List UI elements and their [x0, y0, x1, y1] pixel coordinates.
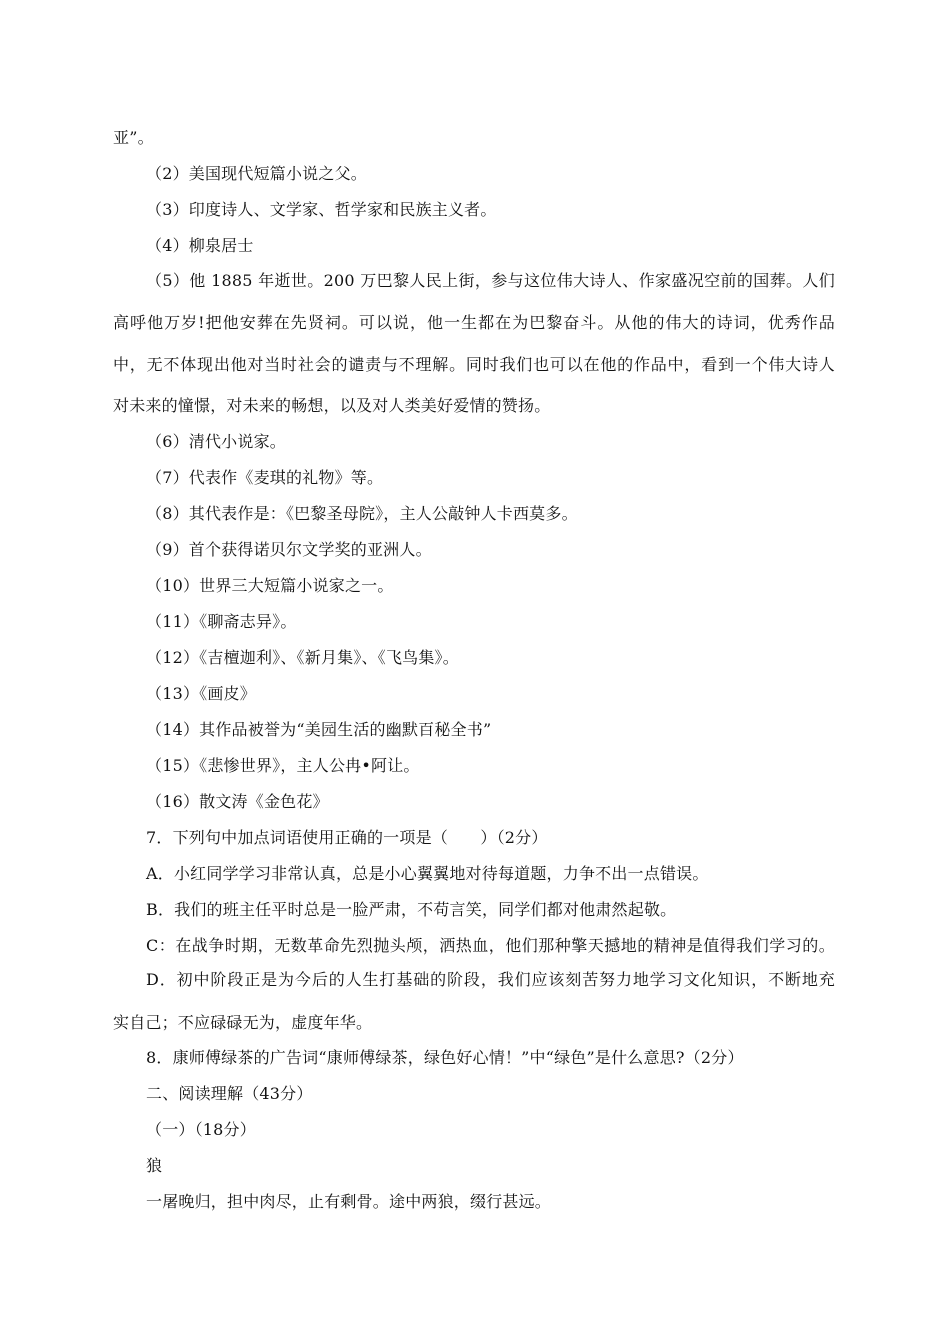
- option-b: B．我们的班主任平时总是一脸严肃，不苟言笑，同学们都对他肃然起敬。: [146, 900, 677, 919]
- text-line: （13）《画皮》: [146, 684, 256, 703]
- text-line: （12）《吉檀迦利》、《新月集》、《飞鸟集》。: [146, 648, 459, 667]
- text-line: （4）柳泉居士: [146, 236, 254, 255]
- text-line: （7）代表作《麦琪的礼物》等。: [146, 468, 384, 487]
- text-line: 中，无不体现出他对当时社会的谴责与不理解。同时我们也可以在他的作品中，看到一个伟大诗人: [113, 355, 835, 374]
- subsection-heading: （一）（18分）: [146, 1120, 256, 1139]
- section-heading: 二、阅读理解（43分）: [146, 1084, 313, 1103]
- text-line: （8）其代表作是：《巴黎圣母院》，主人公敲钟人卡西莫多。: [146, 504, 578, 523]
- text-line: （10）世界三大短篇小说家之一。: [146, 576, 394, 595]
- option-a: A．小红同学学习非常认真，总是小心翼翼地对待每道题，力争不出一点错误。: [146, 864, 709, 883]
- text-line: 亚”。: [113, 128, 154, 147]
- text-line: （9）首个获得诺贝尔文学奖的亚洲人。: [146, 540, 432, 559]
- text-line: （14）其作品被誉为“美园生活的幽默百秘全书”: [146, 720, 492, 739]
- text-line: （15）《悲惨世界》，主人公冉•阿让。: [146, 756, 420, 775]
- text-line: 高呼他万岁!把他安葬在先贤祠。可以说，他一生都在为巴黎奋斗。从他的伟大的诗词，优秀作品: [113, 313, 835, 332]
- text-line: （6）清代小说家。: [146, 432, 286, 451]
- text-line: （2）美国现代短篇小说之父。: [146, 164, 367, 183]
- question-7: 7．下列句中加点词语使用正确的一项是（ ）（2分）: [146, 828, 548, 847]
- text-line: （5）他 1885 年逝世。200 万巴黎人民上街，参与这位伟大诗人、作家盛况空前的国葬。人们: [146, 271, 835, 290]
- option-d: D．初中阶段正是为今后的人生打基础的阶段，我们应该刻苦努力地学习文化知识，不断地充: [146, 970, 835, 989]
- text-line: 对未来的憧憬，对未来的畅想，以及对人类美好爱情的赞扬。: [113, 396, 551, 415]
- question-8: 8．康师傅绿茶的广告词“康师傅绿茶，绿色好心情！”中“绿色”是什么意思?（2分）: [146, 1048, 744, 1067]
- text-line: （11）《聊斋志异》。: [146, 612, 297, 631]
- option-d-continued: 实自己；不应碌碌无为，虚度年华。: [113, 1013, 373, 1032]
- option-c: C：在战争时期，无数革命先烈抛头颅，洒热血，他们那种擎天撼地的精神是值得我们学习的。: [146, 936, 835, 955]
- text-line: （16）散文涛《金色花》: [146, 792, 329, 811]
- text-line: （3）印度诗人、文学家、哲学家和民族主义者。: [146, 200, 497, 219]
- passage-title: 狼: [146, 1156, 163, 1175]
- passage-text: 一屠晚归，担中肉尽，止有剩骨。途中两狼，缀行甚远。: [146, 1192, 552, 1211]
